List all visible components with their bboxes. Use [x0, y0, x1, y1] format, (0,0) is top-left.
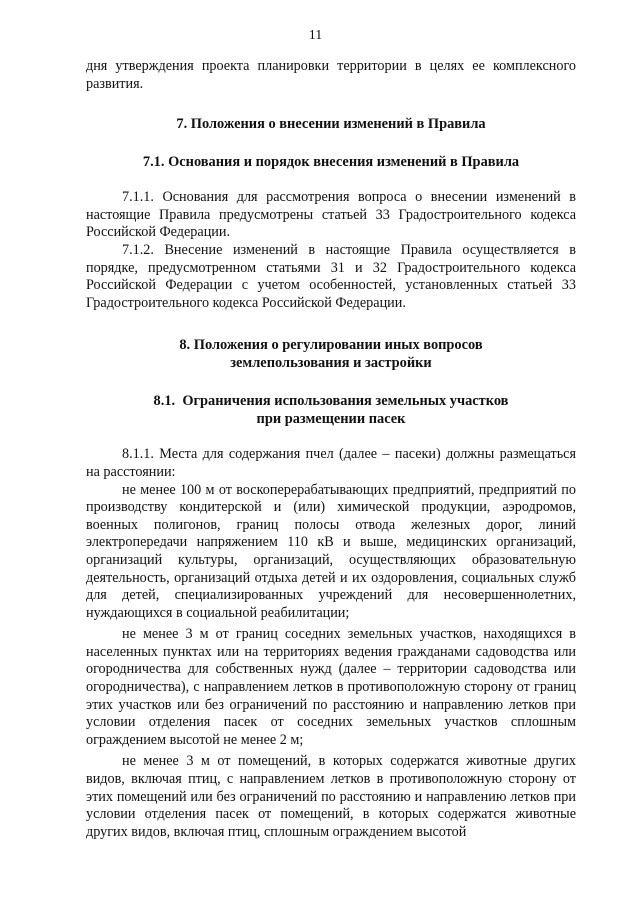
list-item-100m: не менее 100 м от воскоперерабатывающих предприятий, предприятий по производству кондитерской и (или) химической продукции, аэродромов, военных полигонов, границ полосы отвода железных дорог, линий электропередачи напряжением 110 кВ и выше, медицинских организаций, организаций культуры, организаций, осуществляющих образовательную деятельность, организаций отдыха детей и их оздоровления, социальных служб для детей, специализированных учреждений для несовершеннолетних, нуждающихся в социальной реабилитации;	[86, 481, 576, 621]
paragraph-7-1-2: 7.1.2. Внесение изменений в настоящие Правила осуществляется в порядке, предусмотренном статьями 31 и 32 Градостроительного кодекса Российской Федерации с учетом особенностей, установленных статьей 33 Градостроительного кодекса Российской Федерации.	[86, 241, 576, 311]
section-8-1-heading-line1: 8.1. Ограничения использования земельных участков	[153, 393, 509, 410]
paragraph-8-1-1: 8.1.1. Места для содержания пчел (далее – пасеки) должны размещаться на расстоянии:	[86, 446, 576, 480]
section-8-heading-line1: 8. Положения о регулировании иных вопросов	[179, 337, 483, 354]
section-8-heading-line2: землепользования и застройки	[230, 355, 432, 372]
list-item-3m-land: не менее 3 м от границ соседних земельных участков, находящихся в населенных пунктах или на территориях ведения гражданами садоводства или огородничества для собственных нужд (далее – территории садоводства или огородничества), с направлением летков в противоположную сторону от границ этих участков или без ограничений по расстоянию и направлению летков при условии отделения пасек от соседних земельных участков сплошным ограждением высотой не менее 2 м;	[86, 626, 576, 748]
section-7-1-heading: 7.1. Основания и порядок внесения изменений в Правила	[142, 154, 520, 171]
continuation-paragraph: дня утверждения проекта планировки территории в целях ее комплексного развития.	[86, 58, 576, 92]
section-8-1-heading-line2: при размещении пасек	[256, 411, 406, 428]
section-8-heading	[86, 336, 576, 372]
page-number: 11	[308, 28, 323, 43]
section-8-1-heading	[86, 392, 576, 428]
document-body	[86, 58, 576, 841]
paragraph-7-1-1: 7.1.1. Основания для рассмотрения вопроса о внесении изменений в настоящие Правила предусмотрены статьей 33 Градостроительного кодекса Российской Федерации.	[86, 189, 576, 241]
list-item-3m-premises: не менее 3 м от помещений, в которых содержатся животные других видов, включая птиц, с направлением летков в противоположную сторону от этих помещений или без ограничений по расстоянию и направлению летков при условии отделения пасек от помещений, в которых содержатся животные других видов, включая птиц, сплошным ограждением высотой	[86, 753, 576, 840]
section-7-heading: 7. Положения о внесении изменений в Правила	[176, 116, 486, 133]
